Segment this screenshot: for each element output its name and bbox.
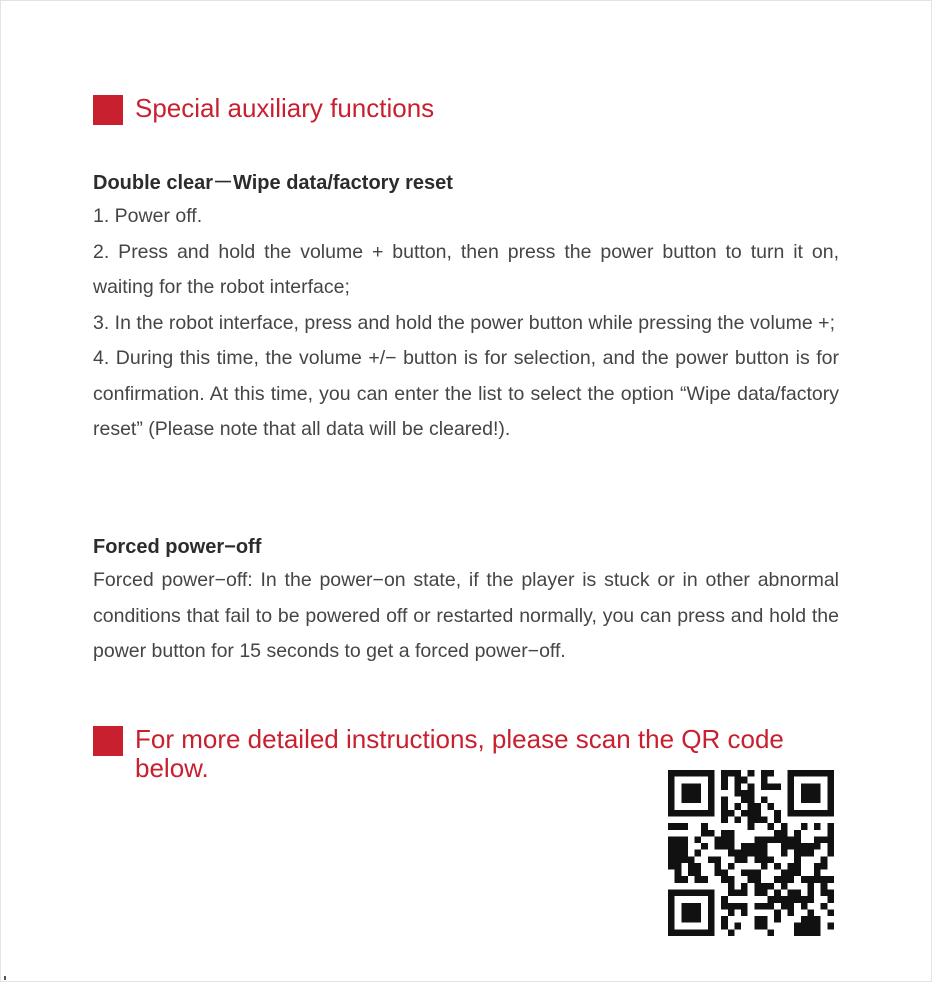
step-3: 3. In the robot interface, press and hold the power button while pressing the volume +; [93, 311, 835, 334]
step-4: 4. During this time, the volume +/− button is for selection, and the power button is for confirmation. At this time, you can enter the list to select the option “Wipe data/factory reset” (Please note that all data will be cleared!). [93, 347, 839, 440]
section-title: Special auxiliary functions [135, 93, 435, 123]
double-clear-section [93, 171, 839, 448]
step-1: 1. Power off. [93, 205, 203, 227]
forced-power-off-section [93, 535, 839, 670]
forced-power-off-body: Forced power−off: In the power−on state, if the player is stuck or in other abnormal conditions that fail to be powered off or restarted normally, you can press and hold the power button for 15 seconds to get a forced power−off. [93, 569, 839, 662]
section-marker-square [93, 95, 123, 125]
qr-instructions-title: For more detailed instructions, please scan the QR code below. [135, 724, 784, 783]
page-edge-mark [4, 976, 6, 980]
double-clear-heading: Double clear－Wipe data/factory reset [93, 172, 453, 194]
step-2: 2. Press and hold the volume + button, then press the power button to turn it on, waiting for the robot interface; [93, 240, 839, 298]
section-header-auxiliary [93, 95, 434, 125]
section-marker-square [93, 726, 123, 756]
qr-code-icon [666, 770, 836, 936]
forced-power-off-heading: Forced power−off [93, 536, 262, 558]
